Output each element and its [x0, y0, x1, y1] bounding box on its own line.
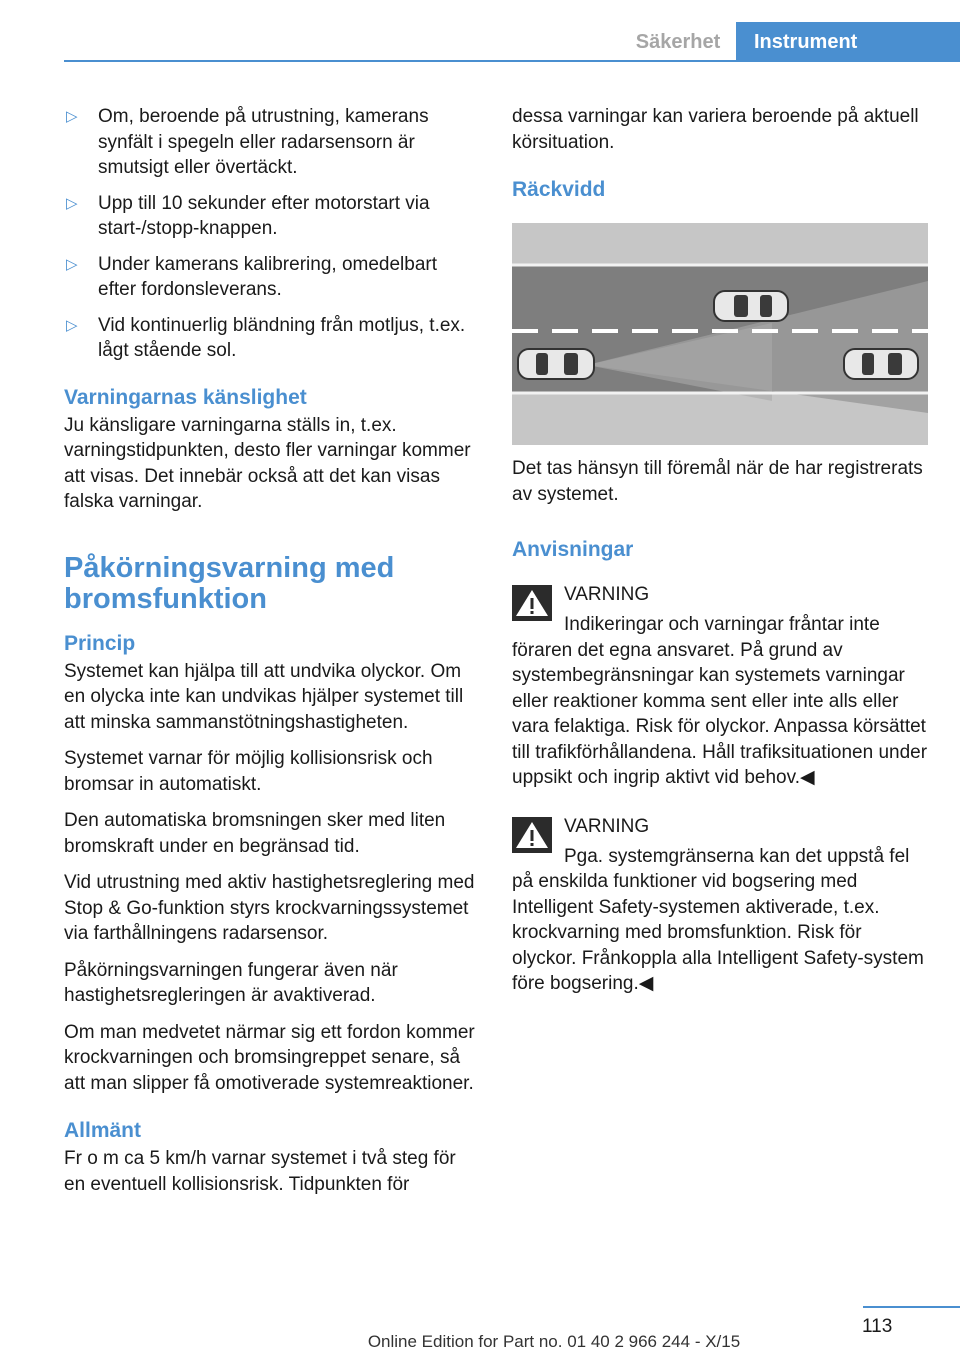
page-footer	[0, 1332, 960, 1352]
sensitivity-text: Ju känsligare varningarna ställs in, t.ex. varningstidpunkten, desto fler varningar kommer att visas. Det innebär också att det kan visas falska varningar.	[64, 414, 471, 512]
list-item: ▷ Under kamerans kalibrering, omedelbart efter fordonsleverans.	[66, 253, 437, 300]
range-text: Det tas hänsyn till föremål när de har registrerats av systemet.	[512, 458, 923, 505]
page-number-rule	[863, 1306, 960, 1308]
section-title: Påkörningsvarning med bromsfunktion	[64, 551, 395, 615]
sensitivity-heading: Varningarnas känslighet	[64, 385, 307, 409]
principle-paragraph: Om man medvetet närmar sig ett fordon kommer krockvarningen och bromsingreppet senare, så att man slipper få omotiverade systemreaktioner.	[64, 1021, 475, 1094]
warning-box	[512, 581, 928, 791]
general-text: Fr o m ca 5 km/h varnar systemet i två steg för en eventuell kollisionsrisk. Tidpunkten för	[64, 1148, 456, 1195]
header-rule	[64, 60, 960, 62]
left-column	[64, 104, 480, 1208]
continuation-text: dessa varningar kan variera beroende på aktuell körsituation.	[512, 106, 919, 153]
car-ahead-same-lane	[844, 349, 918, 379]
radar-range-illustration	[512, 223, 928, 445]
principle-heading: Princip	[64, 631, 136, 655]
car-ahead-left-lane	[714, 291, 788, 321]
list-item: ▷ Upp till 10 sekunder efter motorstart via start-/stopp-knappen.	[66, 192, 430, 239]
principle-paragraph: Systemet varnar för möjlig kollisionsrisk och bromsar in automatiskt.	[64, 748, 433, 795]
warning-text: Indikeringar och varningar fråntar inte föraren det egna ansvaret. På grund av systembegränsningar kan systemets varningar eller reaktioner komma sent eller inte alls eller vara felaktiga. Risk för olyckor. Anpassa körsättet till trafikförhållandena. Håll trafiksituationen under uppsikt och ingrip aktivt vid behov.◀	[512, 614, 928, 788]
warning-triangle-icon	[512, 585, 552, 621]
triangle-bullet-icon: ▷	[66, 255, 78, 273]
general-heading: Allmänt	[64, 1119, 142, 1142]
road-diagram	[512, 223, 928, 445]
edition-text: Online Edition for Part no. 01 40 2 966 244 - X/15	[367, 1332, 741, 1351]
triangle-bullet-icon: ▷	[66, 194, 78, 212]
page-header	[0, 0, 960, 62]
warning-triangle-icon	[512, 817, 552, 853]
section-tab: Säkerhet	[635, 31, 721, 53]
condition-list	[64, 104, 480, 364]
triangle-bullet-icon: ▷	[66, 108, 78, 125]
own-car	[518, 349, 594, 379]
triangle-bullet-icon: ▷	[66, 316, 78, 334]
list-item: ▷ Om, beroende på utrustning, kamerans synfält i spegeln eller radarsensorn är smutsigt eller övertäckt.	[66, 106, 429, 178]
range-heading: Räckvidd	[512, 178, 606, 201]
principle-paragraph: Den automatiska bromsningen sker med liten bromskraft under en begränsad tid.	[64, 810, 446, 857]
notes-heading: Anvisningar	[512, 538, 634, 561]
warning-title: VARNING	[564, 584, 650, 605]
principle-paragraph: Vid utrustning med aktiv hastighetsreglering med Stop & Go-funktion styrs krockvarningssystemet via farthållningens radarsensor.	[64, 872, 475, 944]
list-item: ▷ Vid kontinuerlig bländning från motljus, t.ex. lågt stående sol.	[66, 314, 466, 361]
warning-box	[512, 813, 928, 997]
chapter-tab: Instrument	[736, 22, 960, 62]
right-column	[512, 104, 928, 997]
principle-paragraph: Systemet kan hjälpa till att undvika olyckor. Om en olycka inte kan undvikas hjälper systemet till att minska sammanstötningshastigheten.	[64, 660, 464, 733]
warning-title: VARNING	[564, 815, 650, 837]
page-number: 113	[862, 1316, 893, 1337]
principle-paragraph: Påkörningsvarningen fungerar även när hastighetsregleringen är avaktiverad.	[64, 959, 398, 1006]
warning-text: Pga. systemgränserna kan det uppstå fel på enskilda funktioner vid bogsering med Intelligent Safety-systemen aktiverade, t.ex. krockvarning med bromsfunktion. Risk för olyckor. Frånkoppla alla Intelligent Safety-system före bogsering.◀	[512, 845, 924, 994]
